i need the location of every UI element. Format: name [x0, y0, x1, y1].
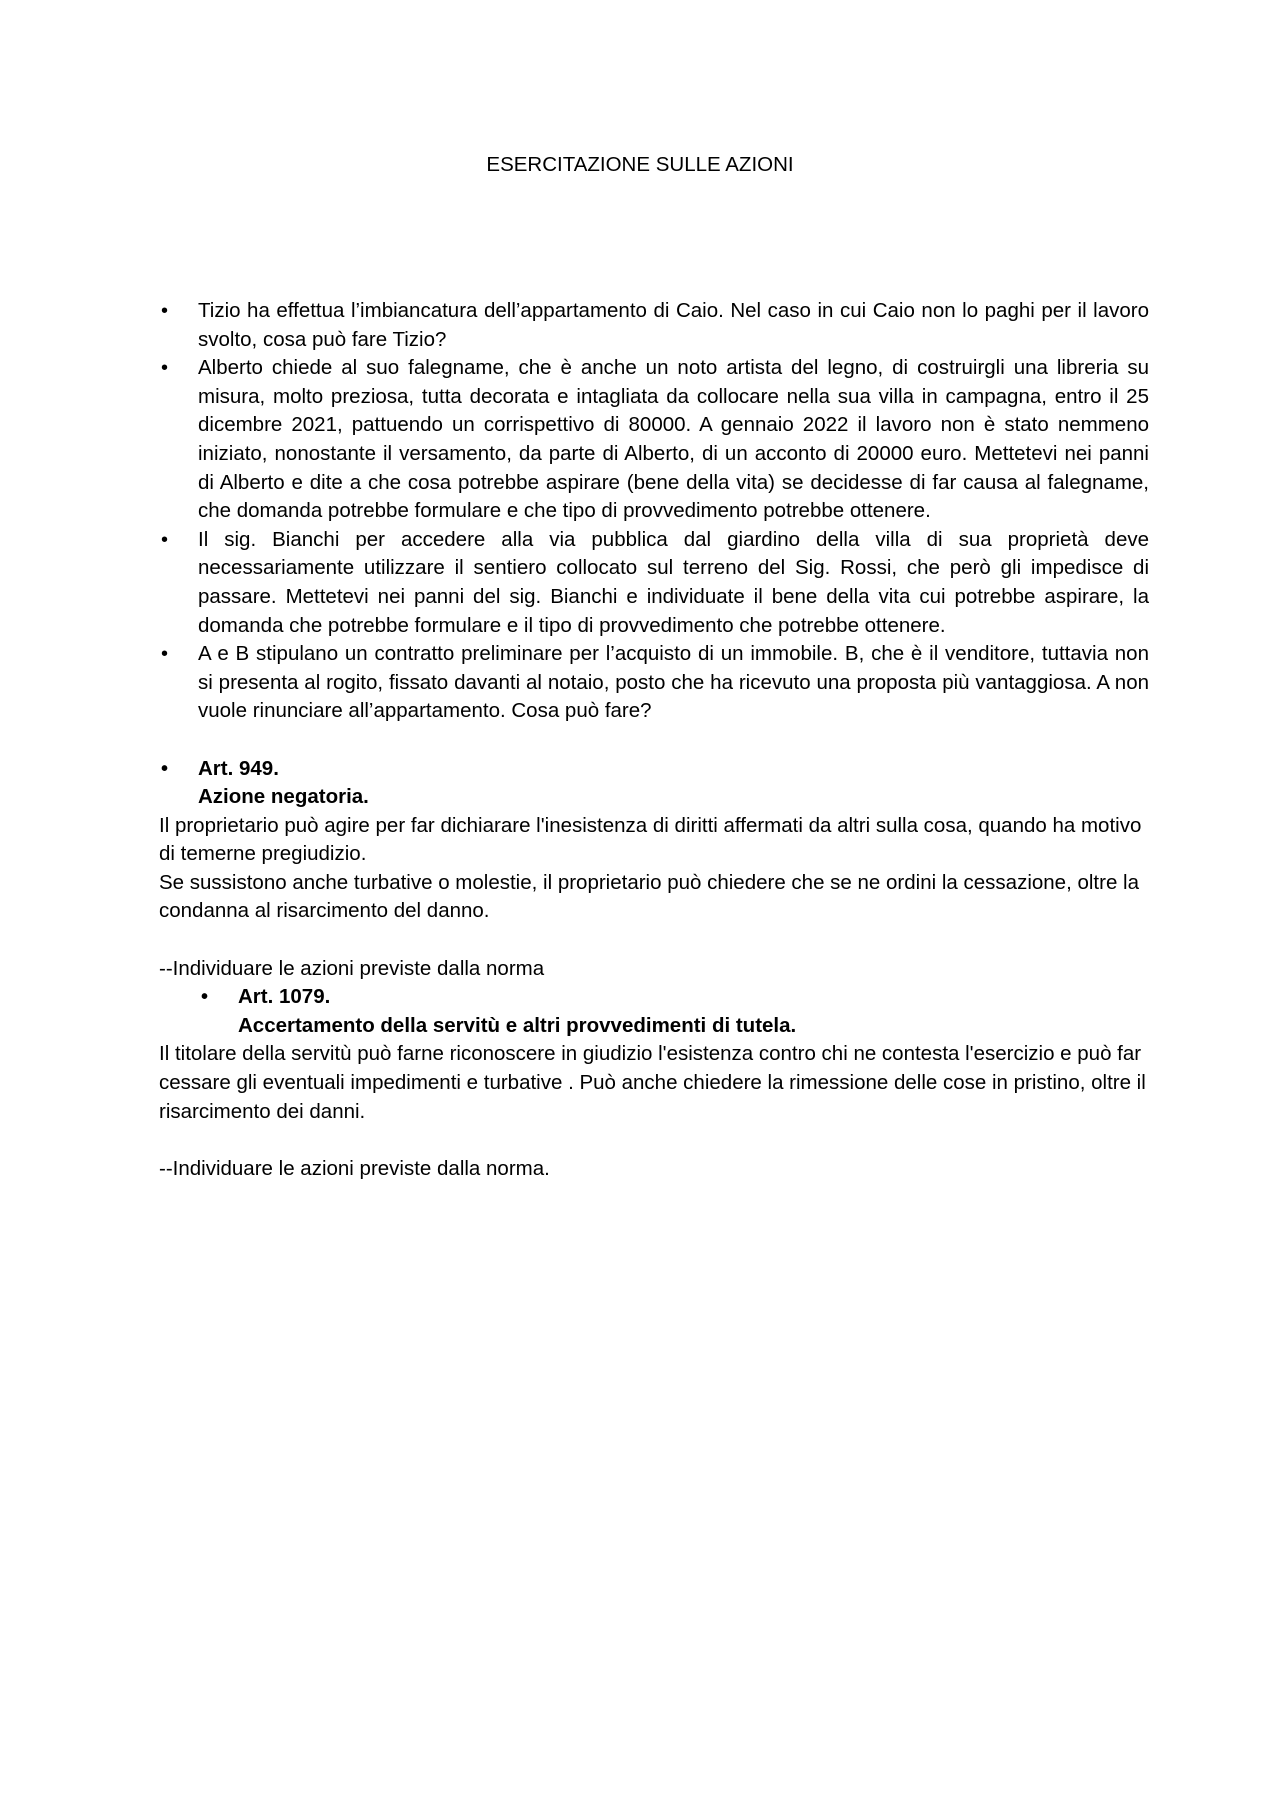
bullet-icon: • — [161, 528, 169, 551]
document-body — [159, 297, 1149, 1183]
article-number: Art. 949. — [198, 756, 279, 780]
bullet-icon: • — [161, 643, 169, 666]
document-title: ESERCITAZIONE SULLE AZIONI — [486, 153, 794, 176]
article-949-heading: Azione negatoria. — [198, 785, 369, 809]
article-949-number — [159, 755, 1149, 784]
exercise-item — [159, 640, 1149, 726]
exercise-item — [159, 526, 1149, 640]
exercise-text: Tizio ha effettua l’imbiancatura dell’appartamento di Caio. Nel caso in cui Caio non lo paghi per il lavoro svolto, cosa può fare Tizio? — [198, 299, 1149, 351]
spacer — [159, 926, 1149, 955]
exercise-item — [159, 297, 1149, 354]
spacer — [159, 1126, 1149, 1155]
exercise-item — [159, 354, 1149, 526]
article-1079-paragraph: Il titolare della servitù può farne riconoscere in giudizio l'esistenza contro chi ne contesta l'esercizio e può far cessare gli eventuali impedimenti e turbative . Può anche chiedere la rimessione delle cose in pristino, oltre il risarcimento dei danni. — [159, 1042, 1146, 1123]
exercise-text: Il sig. Bianchi per accedere alla via pubblica dal giardino della villa di sua proprietà deve necessariamente utilizzare il sentiero collocato sul terreno del Sig. Rossi, che però gli impedisce di passare. Mettetevi nei panni del sig. Bianchi e individuate il bene della vita cui potrebbe aspirare, la domanda che potrebbe formulare e il tipo di provvedimento che potrebbe ottenere. — [198, 527, 1149, 637]
article-1079-task: --Individuare le azioni previste dalla norma. — [159, 1156, 550, 1180]
bullet-icon: • — [161, 357, 169, 380]
article-1079-number — [159, 983, 1149, 1012]
article-1079-heading: Accertamento della servitù e altri provvedimenti di tutela. — [238, 1013, 797, 1037]
bullet-icon: • — [161, 757, 169, 780]
exercise-text: A e B stipulano un contratto preliminare per l’acquisto di un immobile. B, che è il venditore, tuttavia non si presenta al rogito, fissato davanti al notaio, posto che ha ricevuto una proposta più vantaggiosa. A non vuole rinunciare all’appartamento. Cosa può fare? — [198, 642, 1149, 723]
exercise-list — [159, 297, 1149, 726]
bullet-icon: • — [201, 986, 209, 1009]
bullet-icon: • — [161, 300, 169, 322]
spacer — [159, 726, 1149, 755]
article-number: Art. 1079. — [238, 985, 331, 1009]
exercise-text: Alberto chiede al suo falegname, che è anche un noto artista del legno, di costruirgli una libreria su misura, molto preziosa, tutta decorata e intagliata da collocare nella sua villa in campagna, entro il 25 dicembre 2021, pattuendo un corrispettivo di 80000. A gennaio 2022 il lavoro non è stato nemmeno iniziato, nonostante il versamento, da parte di Alberto, di un acconto di 20000 euro. Mettetevi nei panni di Alberto e dite a che cosa potrebbe aspirare (bene della vita) se decidesse di far causa al falegname, che domanda potrebbe formulare e che tipo di provvedimento potrebbe ottenere. — [198, 356, 1149, 523]
article-949-paragraph-2: Se sussistono anche turbative o molestie, il proprietario può chiedere che se ne ordini la cessazione, oltre la condanna al risarcimento del danno. — [159, 870, 1139, 923]
article-949-paragraph-1: Il proprietario può agire per far dichiarare l'inesistenza di diritti affermati da altri sulla cosa, quando ha motivo di temerne pregiudizio. — [159, 813, 1142, 866]
article-949-task: --Individuare le azioni previste dalla norma — [159, 956, 545, 980]
